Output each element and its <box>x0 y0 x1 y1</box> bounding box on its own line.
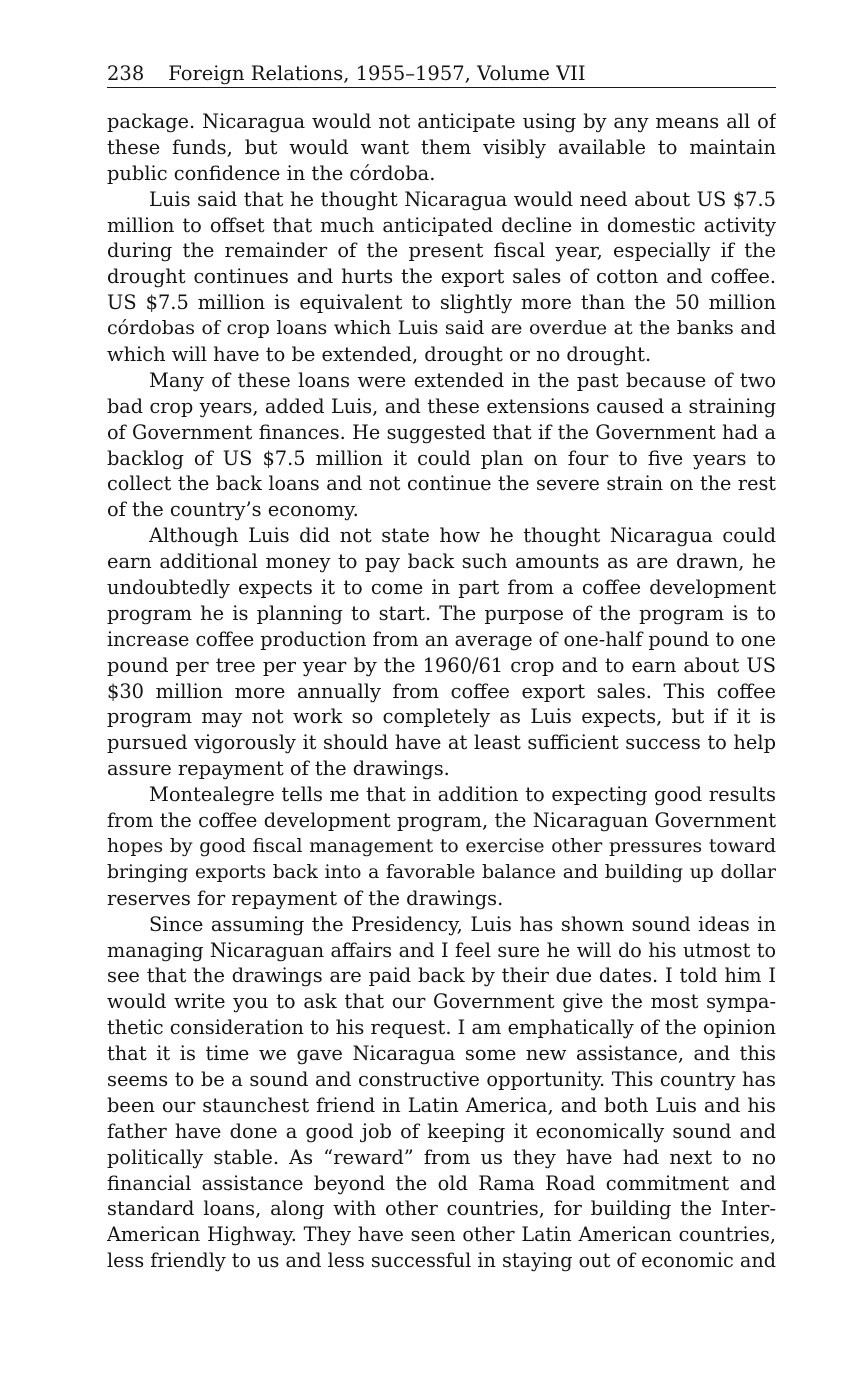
text-line: managing Nicaraguan affairs and I feel sure he will do his utmost to <box>107 938 776 962</box>
text-line: public confidence in the córdoba. <box>107 161 436 185</box>
text-line: $30 million more annually from coffee export sales. This coffee <box>107 679 776 703</box>
text-line: US $7.5 million is equivalent to slightly more than the 50 million <box>107 291 776 315</box>
text-line: American Highway. They have seen other Latin American countries, <box>107 1223 776 1247</box>
text-line: seems to be a sound and constructive opportunity. This country has <box>107 1067 776 1091</box>
text-line: program may not work so completely as Luis expects, but if it is <box>107 705 776 729</box>
text-line: córdobas of crop loans which Luis said are overdue at the banks and <box>107 317 776 340</box>
text-line: father have done a good job of keeping it economically sound and <box>107 1119 776 1143</box>
text-line: of Government finances. He suggested that if the Government had a <box>107 420 776 444</box>
text-line: Many of these loans were extended in the past because of two <box>149 368 776 392</box>
text-line: bringing exports back into a favorable balance and building up dollar <box>107 861 776 883</box>
paragraph <box>107 187 776 368</box>
text-line: been our staunchest friend in Latin America, and both Luis and his <box>107 1093 776 1117</box>
text-line: pound per tree per year by the 1960/61 crop and to earn about US <box>107 653 776 677</box>
text-line: that it is time we gave Nicaragua some new assistance, and this <box>107 1042 776 1066</box>
text-line: from the coffee development program, the Nicaraguan Government <box>107 809 776 833</box>
text-line: earn additional money to pay back such amounts as are drawn, he <box>107 550 776 574</box>
text-line: see that the drawings are paid back by their due dates. I told him I <box>107 964 776 988</box>
paragraph <box>107 109 776 187</box>
text-line: drought continues and hurts the export sales of cotton and coffee. <box>107 265 776 289</box>
body-text <box>107 109 776 1274</box>
text-line: undoubtedly expects it to come in part from a coffee development <box>107 576 776 600</box>
text-line: collect the back loans and not continue the severe strain on the rest <box>107 472 776 496</box>
text-line: Luis said that he thought Nicaragua would need about US $7.5 <box>149 187 776 211</box>
text-line: these funds, but would want them visibly available to maintain <box>107 135 776 159</box>
text-line: assure repayment of the drawings. <box>107 757 450 781</box>
text-line: hopes by good fiscal management to exercise other pressures toward <box>107 835 776 857</box>
text-line: program he is planning to start. The purpose of the program is to <box>107 601 776 625</box>
text-line: Since assuming the Presidency, Luis has shown sound ideas in <box>149 912 776 936</box>
text-line: package. Nicaragua would not anticipate using by any means all of <box>107 110 776 133</box>
paragraph <box>107 782 776 911</box>
text-line: Although Luis did not state how he thought Nicaragua could <box>149 524 776 548</box>
text-line: politically stable. As “reward” from us they have had next to no <box>107 1145 776 1169</box>
text-line: standard loans, along with other countries, for building the Inter- <box>107 1197 776 1221</box>
text-line: bad crop years, added Luis, and these extensions caused a straining <box>107 394 776 418</box>
text-line: would write you to ask that our Government give the most sympa- <box>107 990 776 1014</box>
text-line: increase coffee production from an average of one-half pound to one <box>107 627 776 651</box>
text-line: of the country’s economy. <box>107 498 359 522</box>
paragraph <box>107 368 776 523</box>
text-line: pursued vigorously it should have at least sufficient success to help <box>107 731 776 755</box>
text-line: backlog of US $7.5 million it could plan on four to five years to <box>107 446 776 470</box>
text-line: financial assistance beyond the old Rama Road commitment and <box>107 1171 776 1195</box>
paragraph <box>107 523 776 782</box>
volume-title: Foreign Relations, 1955–1957, Volume VII <box>168 63 586 85</box>
text-line: which will have to be extended, drought or no drought. <box>107 343 652 367</box>
text-line: reserves for repayment of the drawings. <box>107 886 504 910</box>
page-number: 238 <box>107 63 145 85</box>
text-line: thetic consideration to his request. I am emphatically of the opinion <box>107 1016 776 1040</box>
text-line: million to offset that much anticipated decline in domestic activity <box>107 213 776 237</box>
text-line: during the remainder of the present fiscal year, especially if the <box>107 239 776 263</box>
text-line: Montealegre tells me that in addition to expecting good results <box>149 783 776 807</box>
running-header <box>107 63 776 88</box>
paragraph <box>107 912 776 1274</box>
text-line: less friendly to us and less successful in staying out of economic and <box>107 1249 776 1273</box>
